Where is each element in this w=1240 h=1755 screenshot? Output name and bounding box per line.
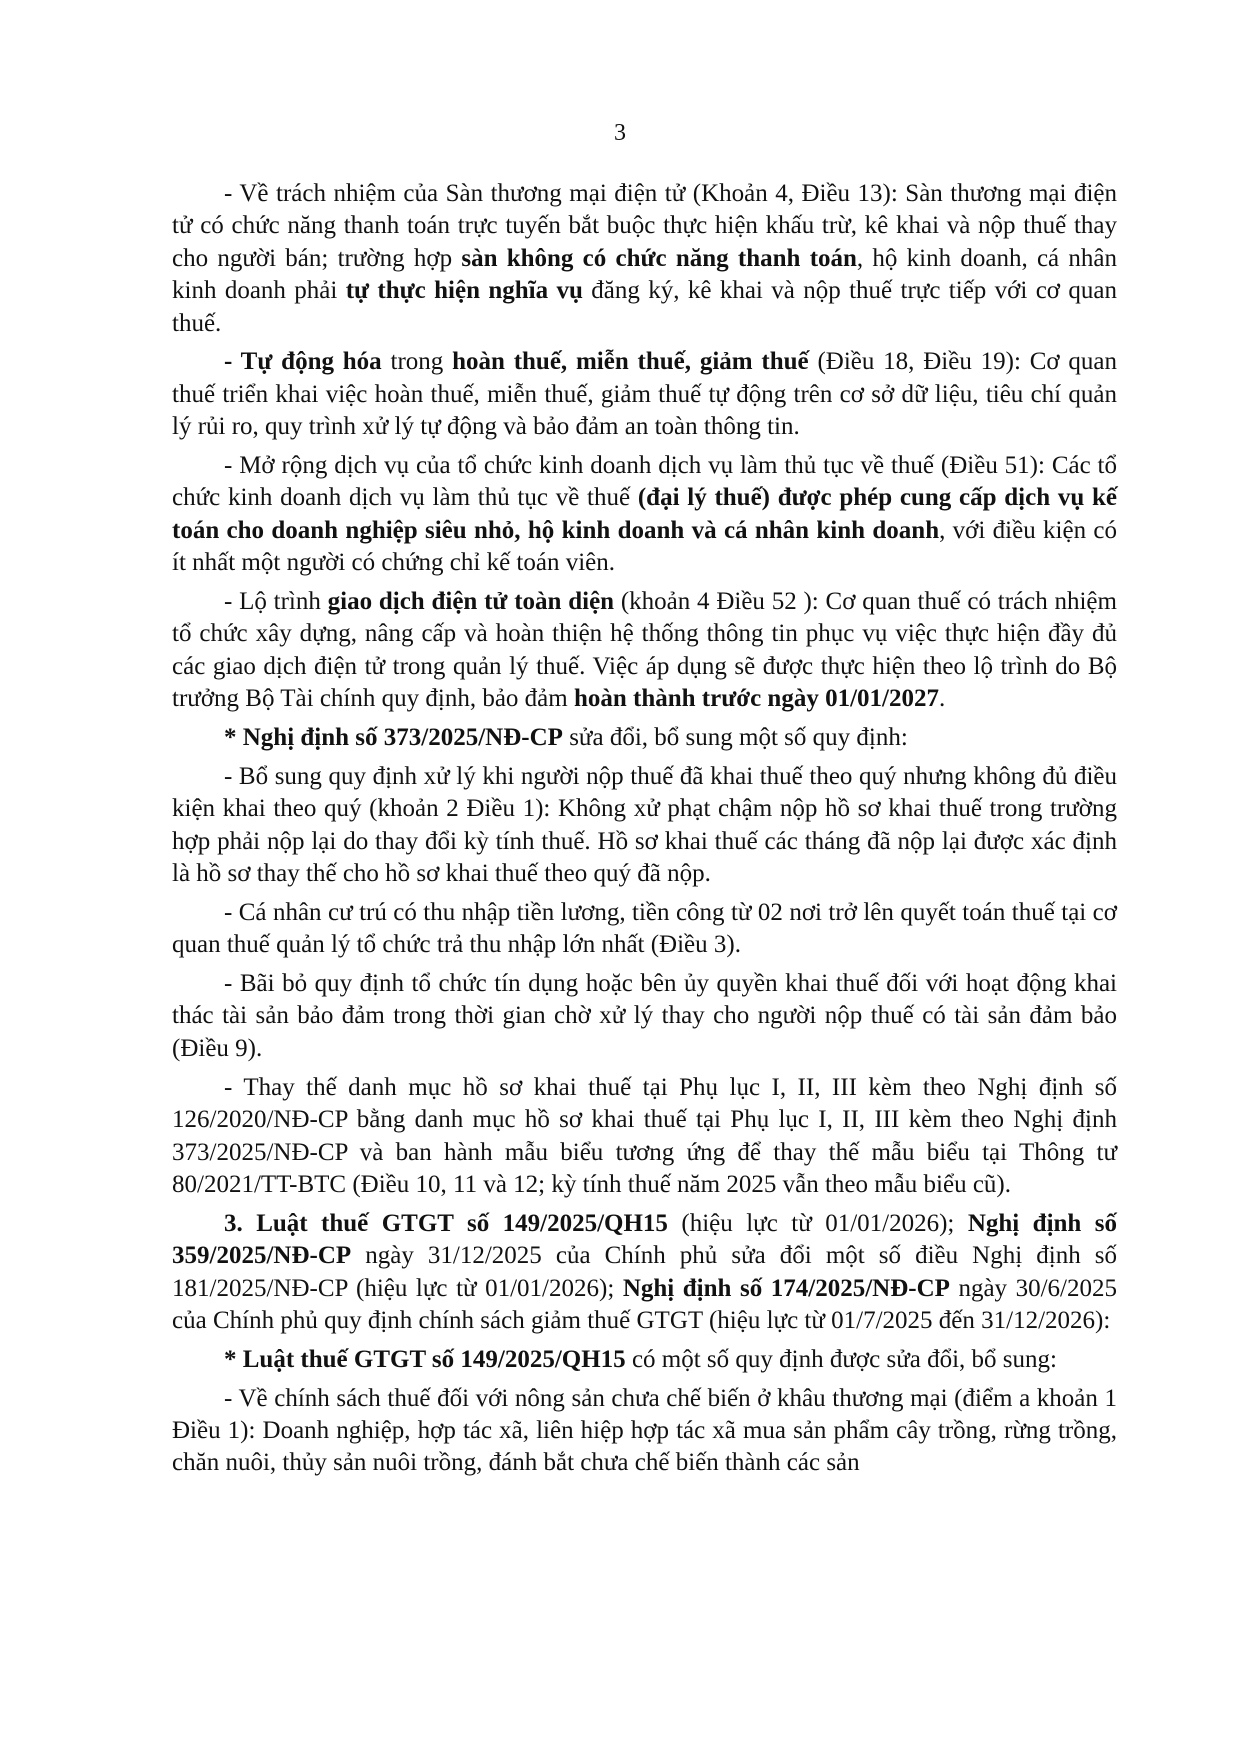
text-run: - Bãi bỏ quy định tổ chức tín dụng hoặc bên ủy quyền khai thuế đối với hoạt động khai thác tài sản bảo đảm trong thời gian chờ xử lý thay cho người nộp thuế có tài sản đảm bảo (Điều 9). xyxy=(172,970,1117,1062)
text-run: (hiệu lực từ 01/01/2026); xyxy=(667,1209,968,1237)
bold-text-run: hoàn thuế, miễn thuế, giảm thuế xyxy=(452,348,809,376)
text-run: - Thay thế danh mục hồ sơ khai thuế tại Phụ lục I, II, III kèm theo Nghị định số 126/2020/NĐ-CP bằng danh mục hồ sơ khai thuế tại Phụ lục I, II, III kèm theo Nghị định 373/2025/NĐ-CP và ban hành mẫu biểu tương ứng để thay thế mẫu biểu tại Thông tư 80/2021/TT-BTC (Điều 10, 11 và 12; kỳ tính thuế năm 2025 vẫn theo mẫu biểu cũ). xyxy=(172,1073,1117,1198)
bold-text-run: (đại lý thuế) được phép cung cấp dịch vụ kế toán cho doanh nghiệp siêu nhỏ, hộ kinh doanh và cá nhân kinh doanh xyxy=(172,484,1117,544)
text-run: đăng ký, kê khai và nộp thuế trực tiếp với cơ quan thuế. xyxy=(172,277,1117,337)
text-run: - Lộ trình xyxy=(224,588,328,616)
text-run: (khoản 4 Điều 52 ): Cơ quan thuế có trách nhiệm tổ chức xây dựng, nâng cấp và hoàn thiện hệ thống thông tin phục vụ việc thực hiện đầy đủ các giao dịch điện tử trong quản lý thuế. Việc áp dụng sẽ được thực hiện theo lộ trình do Bộ trưởng Bộ Tài chính quy định, bảo đảm xyxy=(172,588,1117,713)
text-run: - Về trách nhiệm của Sàn thương mại điện tử (Khoản 4, Điều 13): Sàn thương mại điện tử có chức năng thanh toán trực tuyến bắt buộc thực hiện khấu trừ, kê khai và nộp thuế thay cho người bán; trường hợp xyxy=(172,180,1117,272)
text-run: ngày 31/12/2025 của Chính phủ sửa đổi một số điều Nghị định số 181/2025/NĐ-CP (hiệu lực từ 01/01/2026); xyxy=(172,1242,1117,1302)
paragraph xyxy=(172,450,1117,580)
text-run: sửa đổi, bổ sung một số quy định: xyxy=(562,724,908,752)
text-run: . xyxy=(938,685,946,713)
paragraph xyxy=(172,1344,1117,1376)
text-run: - Cá nhân cư trú có thu nhập tiền lương, tiền công từ 02 nơi trở lên quyết toán thuế tại cơ quan thuế quản lý tổ chức trả thu nhập lớn nhất (Điều 3). xyxy=(172,898,1117,959)
bold-text-run: Nghị định số 359/2025/NĐ-CP xyxy=(172,1209,1118,1270)
bold-text-run: tự thực hiện nghĩa vụ xyxy=(345,277,583,305)
paragraph xyxy=(172,586,1117,716)
text-run: ngày 30/6/2025 của Chính phủ quy định chính sách giảm thuế GTGT (hiệu lực từ 01/7/2025 đến 31/12/2026): xyxy=(172,1274,1117,1334)
document-body xyxy=(172,178,1117,1486)
paragraph xyxy=(172,1208,1117,1338)
paragraph xyxy=(172,1383,1117,1480)
paragraph xyxy=(172,178,1117,340)
text-run: - Bổ sung quy định xử lý khi người nộp thuế đã khai thuế theo quý nhưng không đủ điều kiện khai theo quý (khoản 2 Điều 1): Không xử phạt chậm nộp hồ sơ khai thuế trong trường hợp phải nộp lại do thay đổi kỳ tính thuế. Hồ sơ khai thuế các tháng đã nộp lại được xác định là hồ sơ thay thế cho hồ sơ khai thuế theo quý đã nộp. xyxy=(172,762,1117,888)
paragraph xyxy=(172,968,1117,1065)
bold-text-run: hoàn thành trước ngày 01/01/2027 xyxy=(573,685,939,713)
bold-text-run: giao dịch điện tử toàn diện xyxy=(327,588,615,616)
bold-text-run: - Tự động hóa xyxy=(224,348,382,376)
bold-text-run: Nghị định số 174/2025/NĐ-CP xyxy=(622,1274,950,1302)
page-number: 3 xyxy=(614,120,626,146)
bold-text-run: sàn không có chức năng thanh toán xyxy=(461,244,857,272)
text-run: - Về chính sách thuế đối với nông sản chưa chế biến ở khâu thương mại (điểm a khoản 1 Điều 1): Doanh nghiệp, hợp tác xã, liên hiệp hợp tác xã mua sản phẩm cây trồng, rừng trồng, chăn nuôi, thủy sản nuôi trồng, đánh bắt chưa chế biến thành các sản xyxy=(172,1384,1117,1477)
paragraph xyxy=(172,897,1117,962)
paragraph xyxy=(172,761,1117,891)
text-run: (Điều 18, Điều 19): Cơ quan thuế triển khai việc hoàn thuế, miễn thuế, giảm thuế tự động trên cơ sở dữ liệu, tiêu chí quản lý rủi ro, quy trình xử lý tự động và bảo đảm an toàn thông tin. xyxy=(172,348,1117,441)
bold-text-run: * Nghị định số 373/2025/NĐ-CP xyxy=(224,724,563,752)
bold-text-run: 3. Luật thuế GTGT số 149/2025/QH15 xyxy=(224,1209,668,1237)
paragraph xyxy=(172,1072,1117,1202)
text-run: , với điều kiện có ít nhất một người có chứng chỉ kế toán viên. xyxy=(172,516,1117,577)
text-run: , hộ kinh doanh, cá nhân kinh doanh phải xyxy=(172,244,1117,305)
text-run: - Mở rộng dịch vụ của tổ chức kinh doanh dịch vụ làm thủ tục về thuế (Điều 51): Các tổ chức kinh doanh dịch vụ làm thủ tục về thuế xyxy=(172,452,1117,512)
paragraph xyxy=(172,722,1117,754)
text-run: có một số quy định được sửa đổi, bổ sung: xyxy=(625,1345,1057,1373)
paragraph xyxy=(172,346,1117,443)
text-run: trong xyxy=(381,348,453,376)
bold-text-run: * Luật thuế GTGT số 149/2025/QH15 xyxy=(224,1345,626,1373)
